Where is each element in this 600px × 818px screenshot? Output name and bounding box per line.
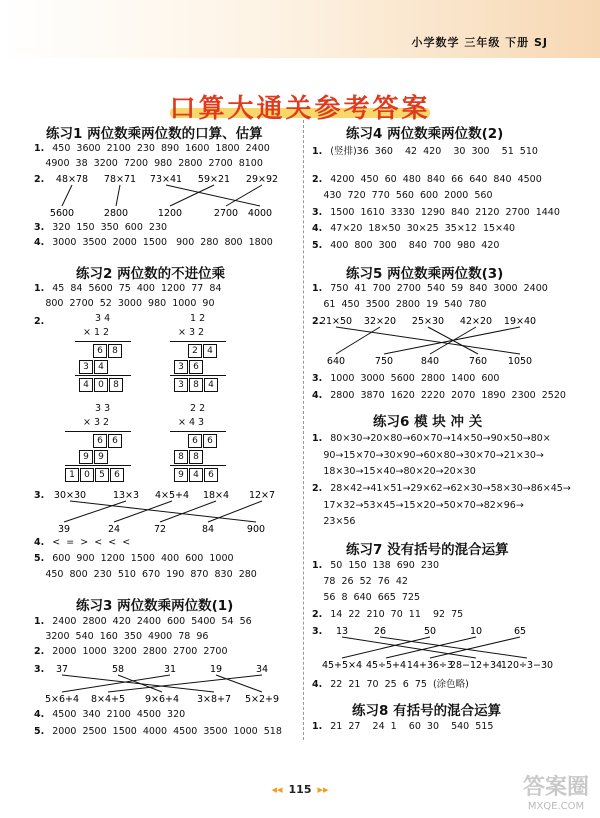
answer-line: 1. 21 27 24 1 60 30 540 515 <box>312 721 494 732</box>
answer-line: 1. 2400 2800 420 2400 600 5400 54 56 <box>34 616 252 627</box>
answer-line: 3. 1500 1610 3330 1290 840 2120 2700 1440 <box>312 207 560 218</box>
answer-line: 2. <box>312 316 323 327</box>
match-top-label: 65 <box>513 626 527 637</box>
match-bottom-label: 1200 <box>157 208 183 219</box>
section-title-5: 练习5 两位数乘两位数(3) <box>346 266 504 282</box>
answer-line: 2. 28×42→41×51→29×62→62×30→58×30→86×45→ <box>312 483 571 494</box>
column-divider <box>303 120 304 740</box>
answer-line: 4. 22 21 70 25 6 75 (涂色略) <box>312 679 469 690</box>
answer-line: 2. <box>34 316 45 327</box>
section-title-8: 练习8 有括号的混合运算 <box>352 703 502 719</box>
answer-line: 2. 2000 1000 3200 2800 2700 2700 <box>34 646 228 657</box>
section-title-6: 练习6 模 块 冲 关 <box>373 414 483 430</box>
answer-line: 4. 47×20 18×50 30×25 35×12 15×40 <box>312 223 516 234</box>
answer-line: 17×32→53×45→15×20→50×70→82×96→ <box>323 500 524 511</box>
match-top-label: 4×5+4 <box>154 490 190 501</box>
match-top-label: 13×3 <box>112 490 140 501</box>
answer-line: 2. 4200 450 60 480 840 66 640 840 4500 <box>312 174 542 185</box>
answer-line: 4. 2800 3870 1620 2220 2070 1890 2300 2520 <box>312 390 566 401</box>
page-number: 115 <box>288 783 312 796</box>
match-top-label: 25×30 <box>411 316 445 327</box>
answer-line: 800 2700 52 3000 980 1000 90 <box>45 298 215 309</box>
match-line <box>342 637 430 658</box>
match-bottom-label: 45+5×4 <box>321 660 363 671</box>
page-title: 口算大通关参考答案 <box>169 94 431 124</box>
match-bottom-label: 45÷5+4 <box>365 660 407 671</box>
matching-diagram-2 <box>50 486 290 536</box>
match-bottom-label: 39 <box>57 524 71 535</box>
answer-line: 90→15×70→30×90→60×80→30×70→21×30→ <box>323 450 544 461</box>
match-bottom-label: 2700 <box>213 208 239 219</box>
match-top-label: 37 <box>55 664 69 675</box>
answer-line: 5. 2000 2500 1500 4000 4500 3500 1000 518 <box>34 726 282 737</box>
match-top-label: 21×50 <box>319 316 353 327</box>
match-top-label: 34 <box>255 664 269 675</box>
match-top-label: 31 <box>163 664 177 675</box>
match-line <box>336 327 520 354</box>
match-top-label: 19 <box>209 664 223 675</box>
match-line <box>62 675 170 692</box>
answer-line: 4. 3000 3500 2000 1500 900 280 800 1800 <box>34 237 273 248</box>
section-title-2: 练习2 两位数的不进位乘 <box>76 266 226 282</box>
match-top-label: 19×40 <box>503 316 537 327</box>
header-tag: 小学数学 三年级 下册 SJ <box>411 36 548 49</box>
match-bottom-label: 1050 <box>507 356 533 367</box>
match-bottom-label: 2800 <box>103 208 129 219</box>
answer-line: 18×30→15×40→80×20→20×30 <box>323 466 476 477</box>
answer-line: 1. 80×30→20×80→60×70→14×50→90×50→80× <box>312 433 551 444</box>
header-bar <box>0 0 600 58</box>
match-top-label: 58 <box>111 664 125 675</box>
match-bottom-label: 24 <box>107 524 121 535</box>
match-top-label: 48×78 <box>55 174 89 185</box>
section-title-3: 练习3 两位数乘两位数(1) <box>76 598 234 614</box>
answer-line: 3. 320 150 350 600 230 <box>34 222 168 233</box>
match-bottom-label: 8×4+5 <box>90 694 126 705</box>
answer-line: 3. <box>34 490 45 501</box>
match-top-label: 73×41 <box>149 174 183 185</box>
answer-line: 1. 45 84 5600 75 400 1200 77 84 <box>34 283 222 294</box>
answer-line: 4. < = > < < < <box>34 537 131 548</box>
answer-line: 3. <box>312 626 323 637</box>
next-arrows-icon: ▸▸ <box>317 783 329 796</box>
prev-arrows-icon: ◂◂ <box>271 783 283 796</box>
match-bottom-label: 840 <box>420 356 440 367</box>
answer-line: 56 8 640 665 725 <box>323 592 421 603</box>
matching-diagram-1 <box>50 170 290 220</box>
match-bottom-label: 5×2+9 <box>244 694 280 705</box>
match-top-label: 13 <box>335 626 349 637</box>
answer-line: 78 26 52 76 42 <box>323 576 408 587</box>
match-bottom-label: 900 <box>246 524 266 535</box>
match-bottom-label: 760 <box>468 356 488 367</box>
match-top-label: 59×21 <box>197 174 231 185</box>
answer-line: 430 720 770 560 600 2000 560 <box>323 190 493 201</box>
match-top-label: 12×7 <box>248 490 276 501</box>
section-title-1: 练习1 两位数乘两位数的口算、估算 <box>46 126 263 142</box>
matching-diagram-4 <box>319 312 558 368</box>
match-bottom-label: 72 <box>153 524 167 535</box>
answer-line: 450 800 230 510 670 190 870 830 280 <box>45 569 257 580</box>
match-line <box>170 185 214 206</box>
match-bottom-label: 3×8+7 <box>196 694 232 705</box>
answer-line: 2. <box>34 174 45 185</box>
match-bottom-label: 120÷3−30 <box>500 660 554 671</box>
match-top-label: 78×71 <box>103 174 137 185</box>
match-line <box>336 327 380 354</box>
match-line <box>384 327 520 354</box>
answer-line: 3200 540 160 350 4900 78 96 <box>45 631 209 642</box>
match-line <box>160 501 216 522</box>
answer-line: 4900 38 3200 7200 980 2800 2700 8100 <box>45 158 263 169</box>
answer-line: 23×56 <box>323 516 356 527</box>
match-bottom-label: 5600 <box>49 208 75 219</box>
match-top-label: 50 <box>423 626 437 637</box>
match-bottom-label: 4000 <box>247 208 273 219</box>
match-bottom-label: 14+36÷3 <box>406 660 454 671</box>
matching-diagram-3 <box>40 660 290 706</box>
answer-line: 1. (竖排)36 360 42 420 30 300 51 510 <box>312 146 538 157</box>
answer-line: 1. 450 3600 2100 230 890 1600 1800 2400 <box>34 143 270 154</box>
match-top-label: 18×4 <box>202 490 230 501</box>
watermark: 答案圈 MXQE.COM <box>522 775 589 812</box>
answer-line: 61 450 3500 2800 19 540 780 <box>323 299 487 310</box>
answer-line: 2. 14 22 210 70 11 92 75 <box>312 609 464 620</box>
answer-line: 5. 600 900 1200 1500 400 600 1000 <box>34 553 234 564</box>
match-top-label: 10 <box>469 626 483 637</box>
match-bottom-label: 5×6+4 <box>44 694 80 705</box>
match-bottom-label: 84 <box>201 524 215 535</box>
answer-line: 1. 50 150 138 690 230 <box>312 560 440 571</box>
section-title-4: 练习4 两位数乘两位数(2) <box>346 126 504 142</box>
match-bottom-label: 750 <box>374 356 394 367</box>
answer-line: 4. 4500 340 2100 4500 320 <box>34 709 186 720</box>
section-title-7: 练习7 没有括号的混合运算 <box>346 542 509 558</box>
match-top-label: 42×20 <box>459 316 493 327</box>
answer-line: 3. 1000 3000 5600 2800 1400 600 <box>312 373 500 384</box>
answer-line: 1. 750 41 700 2700 540 59 840 3000 2400 <box>312 283 548 294</box>
page-footer <box>0 783 600 796</box>
match-top-label: 30×30 <box>53 490 87 501</box>
match-bottom-label: 9×6+4 <box>144 694 180 705</box>
match-line <box>166 185 260 206</box>
matching-diagram-5 <box>322 622 562 672</box>
match-bottom-label: 640 <box>326 356 346 367</box>
match-top-label: 26 <box>373 626 387 637</box>
match-line <box>116 185 120 206</box>
match-line <box>62 675 214 692</box>
match-top-label: 32×20 <box>363 316 397 327</box>
answer-line: 3. <box>34 664 45 675</box>
answer-line: 5. 400 800 300 840 700 980 420 <box>312 240 500 251</box>
match-line <box>208 501 262 522</box>
match-top-label: 29×92 <box>245 174 279 185</box>
match-bottom-label: 28−12+34 <box>449 660 503 671</box>
match-line <box>62 185 72 206</box>
